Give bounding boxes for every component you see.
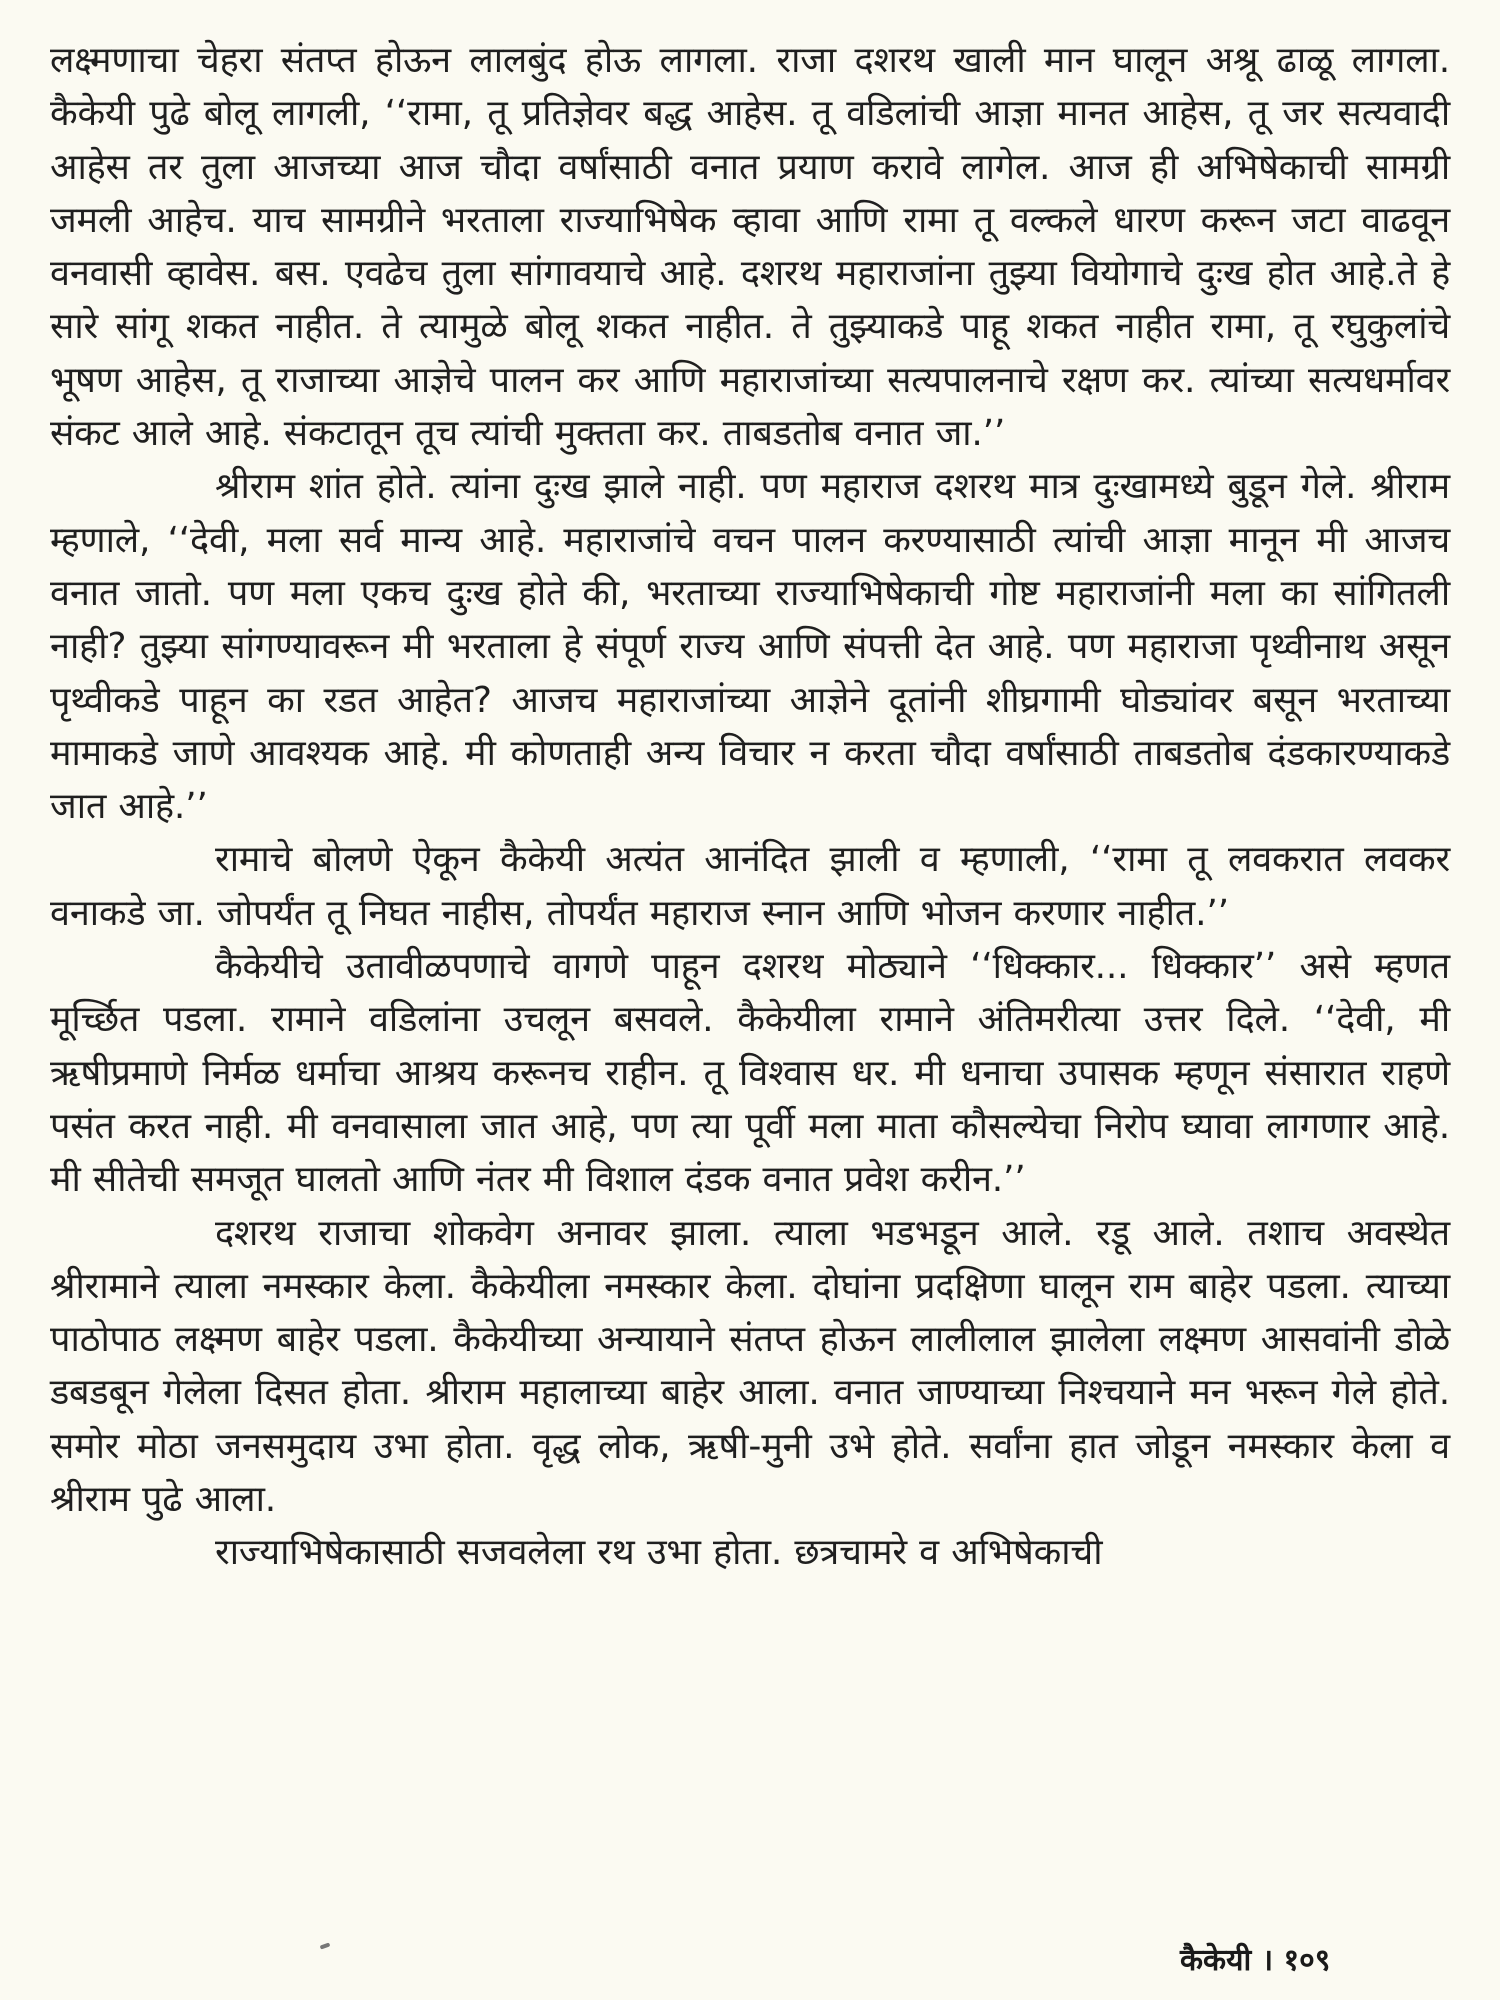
paragraph-4: कैकेयीचे उतावीळपणाचे वागणे पाहून दशरथ मोठ्याने ‘‘धिक्कार... धिक्कार’’ असे म्हणत मूर्च्छित पडला. रामाने वडिलांना उचलून बसवले. कैकेयीला रामाने अंतिमरीत्या उत्तर दिले. ‘‘देवी, मी ऋषीप्रमाणे निर्मळ धर्माचा आश्रय करूनच राहीन. तू विश्वास धर. मी धनाचा उपासक म्हणून संसारात राहणे पसंत करत नाही. मी वनवासाला जात आहे, पण त्या पूर्वी मला माता कौसल्येचा निरोप घ्यावा लागणार आहे. मी सीतेची समजूत घालतो आणि नंतर मी विशाल दंडक वनात प्रवेश करीन.’’ [50, 946, 1450, 1201]
paragraph-5: दशरथ राजाचा शोकवेग अनावर झाला. त्याला भडभडून आले. रडू आले. तशाच अवस्थेत श्रीरामाने त्याला नमस्कार केला. कैकेयीला नमस्कार केला. दोघांना प्रदक्षिणा घालून राम बाहेर पडला. त्याच्या पाठोपाठ लक्ष्मण बाहेर पडला. कैकेयीच्या अन्यायाने संतप्त होऊन लालीलाल झालेला लक्ष्मण आसवांनी डोळे डबडबून गेलेला दिसत होता. श्रीराम महालाच्या बाहेर आला. वनात जाण्याच्या निश्चयाने मन भरून गेले होते. समोर मोठा जनसमुदाय उभा होता. वृद्ध लोक, ऋषी-मुनी उभे होते. सर्वांना हात जोडून नमस्कार केला व श्रीराम पुढे आला. [50, 1212, 1450, 1521]
page-footer: कैकेयी । १०९ [1180, 1943, 1331, 1978]
paragraph-1: लक्ष्मणाचा चेहरा संतप्त होऊन लालबुंद होऊ लागला. राजा दशरथ खाली मान घालून अश्रू ढाळू लागला. कैकेयी पुढे बोलू लागली, ‘‘रामा, तू प्रतिज्ञेवर बद्ध आहेस. तू वडिलांची आज्ञा मानत आहेस, तू जर सत्यवादी आहेस तर तुला आजच्या आज चौदा वर्षांसाठी वनात प्रयाण करावे लागेल. आज ही अभिषेकाची सामग्री जमली आहेच. याच सामग्रीने भरताला राज्याभिषेक व्हावा आणि रामा तू वल्कले धारण करून जटा वाढवून वनवासी व्हावेस. बस. एवढेच तुला सांगावयाचे आहे. दशरथ महाराजांना तुझ्या वियोगाचे दुःख होत आहे.ते हे सारे सांगू शकत नाहीत. ते त्यामुळे बोलू शकत नाहीत. ते तुझ्याकडे पाहू शकत नाहीत रामा, तू रघुकुलांचे भूषण आहेस, तू राजाच्या आज्ञेचे पालन कर आणि महाराजांच्या सत्यपालनाचे रक्षण कर. त्यांच्या सत्यधर्मावर संकट आले आहे. संकटातून तूच त्यांची मुक्तता कर. ताबडतोब वनात जा.’’ [50, 40, 1450, 455]
paragraph-3: रामाचे बोलणे ऐकून कैकेयी अत्यंत आनंदित झाली व म्हणाली, ‘‘रामा तू लवकरात लवकर वनाकडे जा. जोपर्यंत तू निघत नाहीस, तोपर्यंत महाराज स्नान आणि भोजन करणार नाहीत.’’ [50, 839, 1450, 934]
paragraph-2: श्रीराम शांत होते. त्यांना दुःख झाले नाही. पण महाराज दशरथ मात्र दुःखामध्ये बुडून गेले. श्रीराम म्हणाले, ‘‘देवी, मला सर्व मान्य आहे. महाराजांचे वचन पालन करण्यासाठी त्यांची आज्ञा मानून मी आजच वनात जातो. पण मला एकच दुःख होते की, भरताच्या राज्याभिषेकाची गोष्ट महाराजांनी मला का सांगितली नाही? तुझ्या सांगण्यावरून मी भरताला हे संपूर्ण राज्य आणि संपत्ती देत आहे. पण महाराजा पृथ्वीनाथ असून पृथ्वीकडे पाहून का रडत आहेत? आजच महाराजांच्या आज्ञेने दूतांनी शीघ्रगामी घोड्यांवर बसून भरताच्या मामाकडे जाणे आवश्यक आहे. मी कोणताही अन्य विचार न करता चौदा वर्षांसाठी ताबडतोब दंडकारण्याकडे जात आहे.’’ [50, 466, 1450, 828]
paragraph-6: राज्याभिषेकासाठी सजवलेला रथ उभा होता. छत्रचामरे व अभिषेकाची [215, 1532, 1103, 1574]
book-page [50, 34, 1450, 1954]
